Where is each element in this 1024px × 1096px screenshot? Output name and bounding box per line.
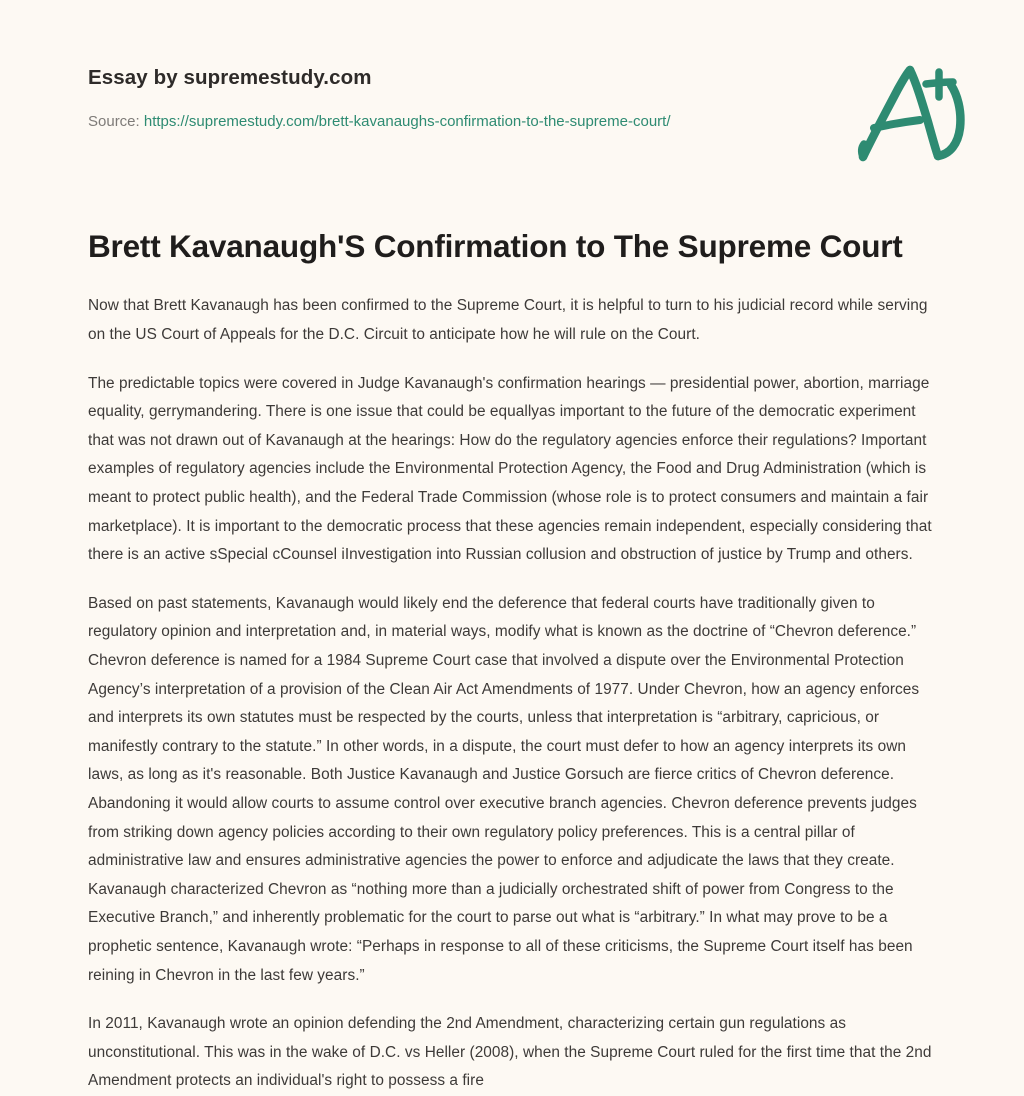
- paragraph: In 2011, Kavanaugh wrote an opinion defending the 2nd Amendment, characterizing certain gun regulations as unconstitutional. This was in the wake of D.C. vs Heller (2008), when the Supreme Court ruled for the first time that the 2nd Amendment protects an individual's right to possess a fire: [88, 1015, 932, 1090]
- paragraph: Based on past statements, Kavanaugh would likely end the deference that federal courts have traditionally given to regulatory opinion and interpretation and, in material ways, modify what is known as the doctrine of “Chevron deference.” Chevron deference is named for a 1984 Supreme Court case that involved a dispute over the Environmental Protection Agency’s interpretation of a provision of the Clean Air Act Amendments of 1977. Under Chevron, how an agency enforces and interprets its own statutes must be respected by the courts, unless that interpretation is “arbitrary, capricious, or manifestly contrary to the statute.” In other words, in a dispute, the court must defer to how an agency interprets its own laws, as long as it's reasonable. Both Justice Kavanaugh and Justice Gorsuch are fierce critics of Chevron deference. Abandoning it would allow courts to assume control over executive branch agencies. Chevron deference prevents judges from striking down agency policies according to their own regulatory policy preferences. This is a central pillar of administrative law and ensures administrative agencies the power to enforce and adjudicate the laws that they create. Kavanaugh characterized Chevron as “nothing more than a judicially orchestrated shift of power from Congress to the Executive Branch,” and inherently problematic for the court to parse out what is “arbitrary.” In what may prove to be a prophetic sentence, Kavanaugh wrote: “Perhaps in response to all of these criticisms, the Supreme Court itself has been reining in Chevron in the last few years.”: [88, 594, 920, 984]
- source-line: [88, 112, 936, 132]
- source-label: Source:: [88, 112, 140, 130]
- article-body: [88, 266, 936, 1095]
- source-url-link[interactable]: https://supremestudy.com/brett-kavanaughs-confirmation-to-the-supreme-court/: [143, 112, 671, 130]
- a-plus-logo: [850, 56, 968, 166]
- paragraph: Now that Brett Kavanaugh has been confirmed to the Supreme Court, it is helpful to turn to his judicial record while serving on the US Court of Appeals for the D.C. Circuit to anticipate how he will rule on the Court.: [88, 297, 928, 344]
- page-title: Brett Kavanaugh'S Confirmation to The Supreme Court: [88, 228, 903, 265]
- document-header: [88, 0, 936, 131]
- essay-byline: Essay by supremestudy.com: [88, 66, 372, 89]
- paragraph: The predictable topics were covered in Judge Kavanaugh's confirmation hearings — presidential power, abortion, marriage equality, gerrymandering. There is one issue that could be equallyas important to the future of the democratic experiment that was not drawn out of Kavanaugh at the hearings: How do the regulatory agencies enforce their regulations? Important examples of regulatory agencies include the Environmental Protection Agency, the Food and Drug Administration (which is meant to protect public health), and the Federal Trade Commission (whose role is to protect consumers and maintain a fair marketplace). It is important to the democratic process that these agencies remain independent, especially considering that there is an active sSpecial cCounsel iInvestigation into Russian collusion and obstruction of justice by Trump and others.: [88, 374, 932, 564]
